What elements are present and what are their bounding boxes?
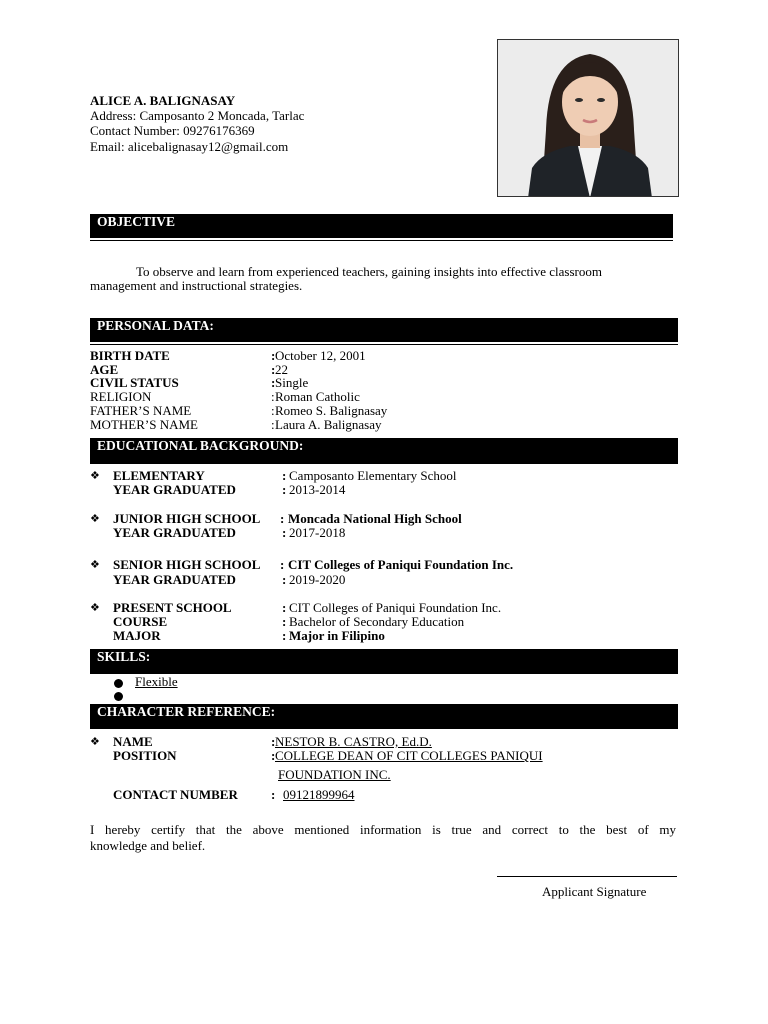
mother-name-label: MOTHER’S NAME (90, 417, 198, 432)
email: Email: alicebalignasay12@gmail.com (90, 139, 289, 154)
senior-high-year-colon: : (282, 572, 287, 587)
elementary-year-colon: : (282, 482, 287, 497)
present-school-value: CIT Colleges of Paniqui Foundation Inc. (289, 600, 502, 615)
address: Address: Camposanto 2 Moncada, Tarlac (90, 108, 305, 123)
major-label: MAJOR (113, 628, 161, 643)
father-name-label: FATHER’S NAME (90, 403, 192, 418)
age-label: AGE (90, 362, 119, 377)
bullet-dot-icon (114, 692, 123, 701)
senior-high-label: SENIOR HIGH SCHOOL (113, 557, 261, 572)
reference-name-value: NESTOR B. CASTRO, Ed.D. (275, 734, 432, 749)
junior-high-value: Moncada National High School (288, 511, 462, 526)
reference-position-label: POSITION (113, 748, 177, 763)
senior-high-colon: : (280, 557, 285, 572)
bullet-dot-icon (114, 679, 123, 688)
skill-item: Flexible (135, 674, 178, 689)
age-value: 22 (275, 362, 288, 377)
reference-contact-colon: : (271, 787, 276, 802)
father-name-colon: : (271, 403, 275, 418)
mother-name-value: Laura A. Balignasay (275, 417, 382, 432)
junior-high-year-colon: : (282, 525, 287, 540)
bullet-diamond-icon: ❖ (90, 470, 100, 482)
objective-rule (90, 240, 673, 241)
course-colon: : (282, 614, 287, 629)
course-value: Bachelor of Secondary Education (289, 614, 465, 629)
signature-line (497, 876, 677, 877)
course-label: COURSE (113, 614, 168, 629)
certification-line2: knowledge and belief. (90, 838, 206, 853)
major-colon: : (282, 628, 287, 643)
elementary-value: Camposanto Elementary School (289, 468, 457, 483)
major-value: Major in Filipino (289, 628, 385, 643)
personal-data-heading: PERSONAL DATA: (90, 318, 678, 342)
present-school-colon: : (282, 600, 287, 615)
junior-high-label: JUNIOR HIGH SCHOOL (113, 511, 261, 526)
reference-position-line2: FOUNDATION INC. (278, 767, 391, 782)
applicant-portrait (498, 40, 679, 197)
mother-name-colon: : (271, 417, 275, 432)
civil-status-colon: : (271, 375, 276, 390)
birth-date-label: BIRTH DATE (90, 348, 170, 363)
bullet-diamond-icon: ❖ (90, 513, 100, 525)
reference-name-colon: : (271, 734, 276, 749)
birth-date-value: October 12, 2001 (275, 348, 366, 363)
junior-high-year-label: YEAR GRADUATED (113, 525, 236, 540)
reference-position-line1: COLLEGE DEAN OF CIT COLLEGES PANIQUI (275, 748, 543, 763)
reference-name-label: NAME (113, 734, 153, 749)
character-reference-heading: CHARACTER REFERENCE: (90, 704, 678, 729)
reference-position-colon: : (271, 748, 276, 763)
junior-high-year-value: 2017-2018 (289, 525, 346, 540)
reference-contact-label: CONTACT NUMBER (113, 787, 238, 802)
elementary-label: ELEMENTARY (113, 468, 205, 483)
civil-status-label: CIVIL STATUS (90, 375, 179, 390)
age-colon: : (271, 362, 276, 377)
bullet-diamond-icon: ❖ (90, 559, 100, 571)
objective-heading: OBJECTIVE (90, 214, 673, 238)
bullet-diamond-icon: ❖ (90, 736, 100, 748)
education-heading: EDUCATIONAL BACKGROUND: (90, 438, 678, 464)
civil-status-value: Single (275, 375, 309, 390)
senior-high-value: CIT Colleges of Paniqui Foundation Inc. (288, 557, 514, 572)
signature-label: Applicant Signature (542, 884, 647, 899)
religion-value: Roman Catholic (275, 389, 360, 404)
objective-text-line1: To observe and learn from experienced teachers, gaining insights into effective classroom (136, 264, 602, 279)
skills-heading: SKILLS: (90, 649, 678, 674)
junior-high-colon: : (280, 511, 285, 526)
elementary-year-value: 2013-2014 (289, 482, 346, 497)
religion-colon: : (271, 389, 275, 404)
father-name-value: Romeo S. Balignasay (275, 403, 388, 418)
senior-high-year-label: YEAR GRADUATED (113, 572, 236, 587)
bullet-diamond-icon: ❖ (90, 602, 100, 614)
contact-number: Contact Number: 09276176369 (90, 123, 255, 138)
present-school-label: PRESENT SCHOOL (113, 600, 232, 615)
elementary-colon: : (282, 468, 287, 483)
senior-high-year-value: 2019-2020 (289, 572, 346, 587)
applicant-name: ALICE A. BALIGNASAY (90, 93, 236, 108)
certification-line1: I hereby certify that the above mentioned information is true and correct to the best of my (90, 822, 676, 837)
objective-text-line2: management and instructional strategies. (90, 278, 303, 293)
applicant-photo (497, 39, 679, 197)
personal-data-rule (90, 344, 678, 345)
elementary-year-label: YEAR GRADUATED (113, 482, 236, 497)
reference-contact-value: 09121899964 (283, 787, 355, 802)
birth-date-colon: : (271, 348, 276, 363)
religion-label: RELIGION (90, 389, 152, 404)
